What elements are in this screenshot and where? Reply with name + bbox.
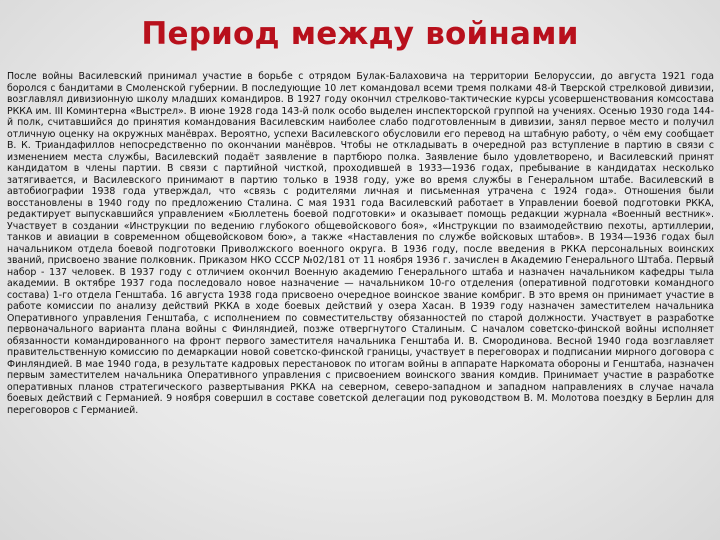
slide-body-text: После войны Василевский принимал участие в борьбе с отрядом Булак-Балаховича на территории Белоруссии, до августа 1921 года боролся с бандитами в Смоленской губернии. В последующие 10 лет командовал всеми тремя полками 48-й Тверской стрелковой дивизии, возглавлял дивизионную школу младших командиров. В 1927 году окончил стрелково-тактические курсы усовершенствования комсостава РККА им. III Коминтерна «Выстрел». В июне 1928 года 143-й полк особо выделен инспекторской группой на учениях. Осенью 1930 года 144-й полк, считавшийся до принятия командования Василевским наиболее слабо подготовленным в дивизии, занял первое место и получил отличную оценку на окружных манёврах. Вероятно, успехи Василевского обусловили его перевод на штабную работу, о чём ему сообщает В. К. Триандафиллов непосредственно по окончании манёвров. Чтобы не откладывать в очередной раз вступление в партию в связи с изменением места службы, Василевский подаёт заявление в партбюро полка. Заявление было удовлетворено, и Василевский принят кандидатом в члены партии. В связи с партийной чисткой, проходившей в 1933—1936 годах, пребывание в кандидатах несколько затягивается, и Василевского принимают в партию только в 1938 году, уже во время службы в Генеральном штабе. Василевский в автобиографии 1938 года утверждал, что «связь с родителями личная и письменная утрачена с 1924 года». Отношения были восстановлены в 1940 году по предложению Сталина. С мая 1931 года Василевский работает в Управлении боевой подготовки РККА, редактирует выпускавшийся управлением «Бюллетень боевой подготовки» и оказывает помощь редакции журнала «Военный вестник». Участвует в создании «Инструкции по ведению глубокого общевойскового боя», «Инструкции по взаимодействию пехоты, артиллерии, танков и авиации в современном общевойсковом бою», а также «Наставления по службе войсковых штабов». В 1934—1936 годах был начальником отдела боевой подготовки Приволжского военного округа. В 1936 году, после введения в РККА персональных воинских званий, присвоено звание полковник. Приказом НКО СССР №02/181 от 11 ноября 1936 г. зачислен в Академию Генерального Штаба. Первый набор - 137 человек. В 1937 году с отличием окончил Военную академию Генерального штаба и назначен начальником кафедры тыла академии. В октябре 1937 года последовало новое назначение — начальником 10-го отделения (оперативной подготовки командного состава) 1-го отдела Генштаба. 16 августа 1938 года присвоено очередное воинское звание комбриг. В это время он принимает участие в работе комиссии по анализу действий РККА в ходе боевых действий у озера Хасан. В 1939 году назначен заместителем начальника Оперативного управления Генштаба, с исполнением по совместительству обязанностей по старой должности. Участвует в разработке первоначального варианта плана войны с Финляндией, позже отвергнутого Сталиным. С началом советско-финской войны исполняет обязанности командированного на фронт первого заместителя начальника Генштаба И. В. Смородинова. Весной 1940 года возглавляет правительственную комиссию по демаркации новой советско-финской границы, участвует в переговорах и подписании мирного договора с Финляндией. В мае 1940 года, в результате кадровых перестановок по итогам войны в аппарате Наркомата обороны и Генштаба, назначен первым заместителем начальника Оперативного управления с присвоением воинского звания комдив. Принимает участие в разработке оперативных планов стратегического развертывания РККА на северном, северо-западном и западном направлениях в случае начала боевых действий с Германией. 9 ноября совершил в составе советской делегации под руководством В. М. Молотова поездку в Берлин для переговоров с Германией. [7, 71, 714, 416]
slide-title: Период между войнами [141, 16, 579, 52]
